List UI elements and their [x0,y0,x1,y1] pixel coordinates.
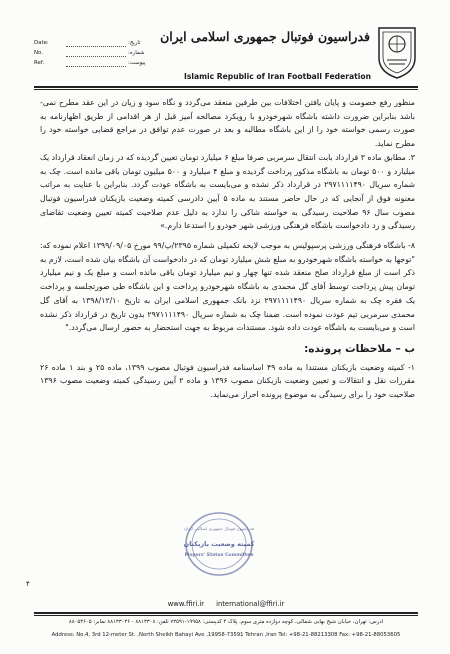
email-link[interactable]: international@ffiri.ir [216,600,285,608]
date-label-en: Date: [34,40,49,46]
number-label-en: No. [34,50,43,56]
ref-field [34,58,154,68]
page-number: ۴ [26,580,30,588]
intro-paragraph: منظور رفع خصومت و پایان یافتن اختلافات بین طرفین منعقد می‌گردد و نگاه سود و زیان در این عقد مطرح نمی-باشد بنابراین ضرورت داشته باشگاه شهرخودرو با رویکرد مصالحه آمیز قبل از هر اقدامی از طریق اظهارنامه به صورت رسمی خواسته خود را از این باشگاه مطالبه و بعد در صورت عدم توافق در مراجع قضایی خواسته خود را مطرح نماید. [40,98,415,149]
number-field [34,48,154,58]
federation-title-en: Islamic Republic of Iran Football Federation [184,72,371,81]
document-body [40,96,415,402]
footer-rule-thin [34,615,418,616]
number-label-fa: شماره: [128,50,145,56]
point-3-paragraph: ۳. مطابق ماده ۳ قرارداد بابت انتقال سرمربی صرفا مبلغ ۶ میلیارد تومان تعیین گردیده که در زمان انعقاد قرارداد یک میلیارد و ۵۰۰ تومان به باشگاه مذکور پرداخت گردیده و مبلغ ۴ میلیارد و ۵۰۰ میلیون تومان باقی مانده است. چک به شماره سریال ۲۹۷۱۱۱۱۴۹۰ در قرارداد ذکر نشده و می‌بایست به باشگاه عودت گردد. بنابراین با عنایت به مراتب معنونه فوق از آنجایی که در حال حاضر مستند به ماده ۵ آیین دادرسی کمیته وضعیت بازیکنان فدراسیون فوتبال مصوب سال ۹۶ صلاحیت رسیدگی به خواسته شاکی را ندارد به دلیل عدم صلاحیت کمیته تعیین وضعیت تقاضای رسیدگی و رد دادخواست باشگاه فرهنگی ورزشی شهر خودرو را استدعا دارم.» [40,152,416,231]
address-en: Address: No.4, 3rd 12-meter St. ,North Sheikh Bahayi Ave ,19958-73591 Tehran ,Iran Tel: +98-21-88213308 Fax: +98-21-88053605 [51,632,401,638]
website-link[interactable]: www.ffiri.ir [167,600,205,608]
footer-rule [34,612,418,614]
point-8-paragraph: ۸- باشگاه فرهنگی ورزشی پرسپولیس به موجب لایحه تکمیلی شماره ۲۳۹۵/پ/۹۹ مورخ ۱۳۹۹/۰۹/۰۵ اعلام نموده که: "توجها به خواسته باشگاه شهرخودرو به مبلغ شش میلیارد تومان که در دادخواست آن باشگاه بیان شده است، لازم به ذکر است از مبلغ قرارداد صلح منعقد شده تنها چهار و نیم میلیارد تومان باقی مانده است و مبلغ یک و نیم میلیارد تومان پیش پرداخت توسط آقای گل محمدی به باشگاه شهرخودرو پرداخت و این باشگاه طی صورتجلسه و پرداخت یک فقره چک به شماره سریال ۲۹۷۱۱۱۱۴۹۰ نزد بانک جمهوری اسلامی ایران به تاریخ ۱۳۹۸/۱۲/۱۰ به آقای گل محمدی سرمربی تیم عودت نموده است. ضمنا چک به شماره سریال ۲۹۷۱۱۱۱۴۹۰ بدون تاریخ در قرارداد ذکر نشده است و می‌بایست به باشگاه عودت داده شود. مستندات مربوط به جهت استحضار به حضور ارسال می‌گردد." [40,241,416,333]
date-field [34,38,154,48]
federation-logo [375,24,419,80]
ref-label-fa: پیوست: [128,60,146,66]
date-label-fa: تاریخ: [128,40,141,46]
committee-stamp [183,508,255,580]
point-1-paragraph: ۱- کمیته وضعیت بازیکنان مستندا به ماده ۴۹ اساسنامه فدراسیون فوتبال مصوب ۱۳۹۹، ماده ۲۵ و بند ۱ ماده ۲۶ مقررات نقل و انتقالات و تعیین وضعیت بازیکنان مصوب ۱۳۹۶ و ماده ۲ آیین رسیدگی کمیته وضعیت مصوب ۱۳۹۶ صلاحیت خود را برای رسیدگی به موضوع پرونده احراز می‌نماید. [40,362,415,400]
ref-label-en: Ref. [34,60,45,66]
address-fa: آدرس: تهران، خیابان شیخ بهایی شمالی، کوچه دوازده متری سوم، پلاک ۴ کدپستی: ۱۹۹۵۸-۷۳۵۹۱ تلفن: ۸۸۱۳۳۰۸ - ۸۸۱۳۳۰۳۶ نمابر: ۸۸۰۵۳۶۰۵ [68,619,384,625]
stamp-line-3: Players' Status Committee [184,553,254,558]
stamp-line-1: فدراسیون فوتبال جمهوری اسلامی ایران [184,526,254,531]
section-heading: ب – ملاحظات پرونده: [304,342,415,355]
footer-contacts [34,596,418,612]
header-rule [34,86,418,88]
stamp-line-2: کمیته وضعیت بازیکنان [183,540,255,548]
federation-title-fa: فدراسیون فوتبال جمهوری اسلامی ایران [160,29,370,44]
header-rule-thin [34,89,418,90]
header-fields [34,38,154,68]
